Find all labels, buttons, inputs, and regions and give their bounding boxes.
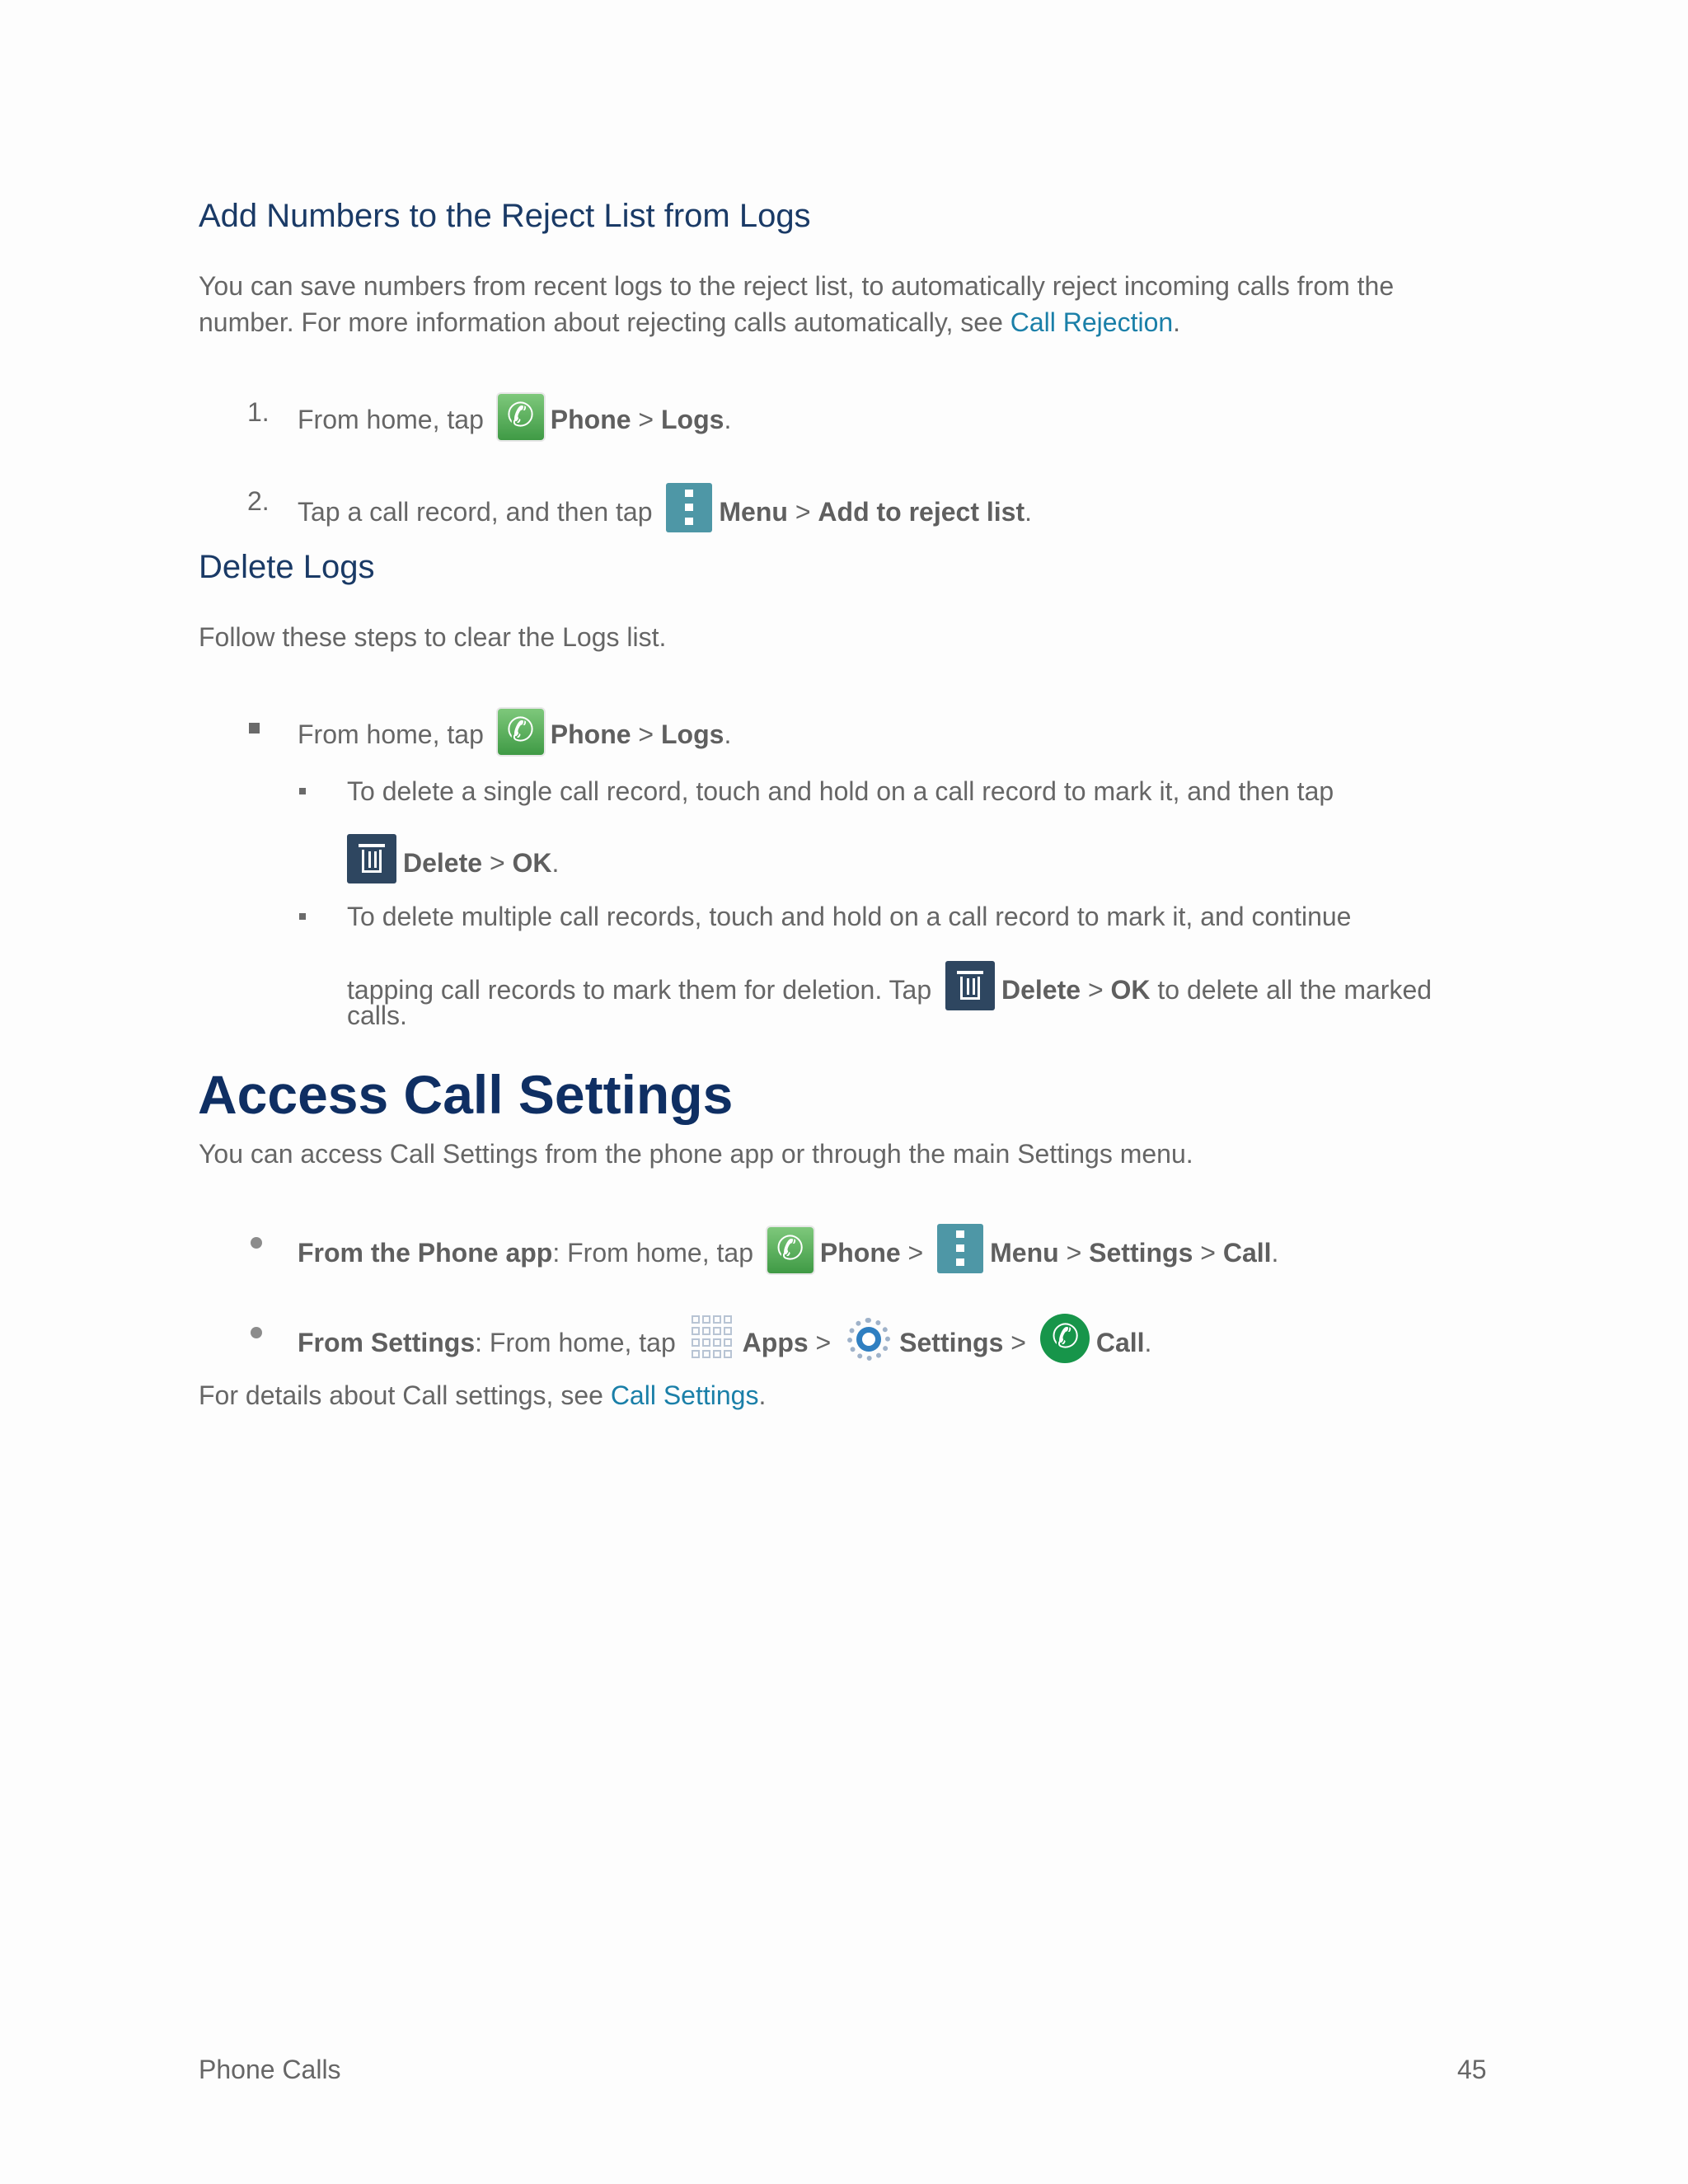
sub-bullet-2-line3: calls. [347,1001,407,1030]
call-label: Call [1222,1238,1272,1268]
menu-icon [666,483,712,532]
delete-logs-bullet [298,709,731,755]
menu-label: Menu [719,497,788,527]
apps-grid-icon [690,1314,736,1363]
step-text: From home, tap [298,405,484,434]
separator: > [1200,1238,1216,1268]
menu-label: Menu [990,1238,1059,1268]
period: . [724,405,732,434]
separator: > [638,405,654,434]
section2-intro: Follow these steps to clear the Logs list. [199,622,667,652]
square-bullet [249,723,260,733]
settings-gear-icon [845,1315,893,1363]
period: . [1144,1328,1152,1357]
heading-add-numbers-reject-list: Add Numbers to the Reject List from Logs [199,198,811,234]
settings-label: Settings [899,1328,1004,1357]
settings-label: Settings [1089,1238,1193,1268]
footer-chapter-title: Phone Calls [199,2055,341,2084]
from-phone-app-item [298,1224,1278,1273]
phone-label: Phone [819,1238,901,1268]
step-text: Tap a call record, and then tap [298,497,653,527]
intro-text: number. For more information about rejecting calls automatically, see [199,307,1010,337]
phone-app-icon [767,1227,814,1273]
period: . [551,848,560,878]
phone-label: Phone [550,719,631,749]
apps-label: Apps [742,1328,809,1357]
small-square-bullet [299,913,306,920]
sub-bullet-tail: to delete all the marked [1157,975,1432,1005]
section1-intro-line2 [199,304,1180,340]
footer-page-number: 45 [1457,2055,1487,2084]
delete-label: Delete [403,848,483,878]
separator: > [795,497,811,527]
ok-label: OK [1110,975,1151,1005]
from-settings-item [298,1314,1151,1363]
phone-app-icon [498,394,544,440]
call-label: Call [1095,1328,1145,1357]
call-icon [1040,1314,1090,1363]
period: . [1025,497,1032,527]
bullet-text: From home, tap [298,719,484,749]
heading-access-call-settings: Access Call Settings [198,1064,734,1125]
separator: > [638,719,654,749]
separator: > [907,1238,924,1268]
round-bullet [251,1237,262,1249]
details-end: . [758,1380,767,1410]
from-settings-lead: From Settings [298,1328,476,1357]
item-text: : From home, tap [552,1238,753,1268]
sub-bullet-1-line1: To delete a single call record, touch and hold on a call record to mark it, and then tap [347,776,1334,806]
period: . [724,719,732,749]
separator: > [815,1328,832,1357]
heading-delete-logs: Delete Logs [199,549,375,585]
sub-bullet-1-line2 [347,834,559,883]
trash-delete-icon [945,961,995,1010]
from-phone-app-lead: From the Phone app [298,1238,553,1268]
separator: > [1066,1238,1082,1268]
step-2 [298,483,1032,532]
intro-end: . [1173,307,1181,337]
step-1 [298,394,731,440]
phone-label: Phone [550,405,631,434]
sub-bullet-text: tapping call records to mark them for deletion. Tap [347,975,932,1005]
section1-intro-line1: You can save numbers from recent logs to the reject list, to automatically reject incoming calls from the [199,271,1395,301]
ok-label: OK [512,848,552,878]
separator: > [1087,975,1104,1005]
separator: > [1010,1328,1026,1357]
separator: > [489,848,505,878]
logs-label: Logs [661,405,724,434]
step-2-number: 2. [247,486,270,516]
call-rejection-link[interactable]: Call Rejection [1010,307,1174,337]
details-line [199,1377,766,1413]
phone-app-icon [498,709,544,755]
sub-bullet-2-line1: To delete multiple call records, touch and hold on a call record to mark it, and continue [347,902,1352,931]
details-text: For details about Call settings, see [199,1380,611,1410]
delete-label: Delete [1001,975,1081,1005]
menu-icon [937,1224,983,1273]
round-bullet [251,1327,262,1338]
step-1-number: 1. [247,397,270,427]
trash-delete-icon [347,834,396,883]
item-text: : From home, tap [475,1328,676,1357]
section3-intro: You can access Call Settings from the phone app or through the main Settings menu. [199,1139,1193,1169]
add-to-reject-list-label: Add to reject list [818,497,1025,527]
sub-bullet-2-line2 [347,961,1432,1010]
logs-label: Logs [661,719,724,749]
small-square-bullet [299,788,306,794]
call-settings-link[interactable]: Call Settings [610,1380,759,1410]
period: . [1271,1238,1279,1268]
